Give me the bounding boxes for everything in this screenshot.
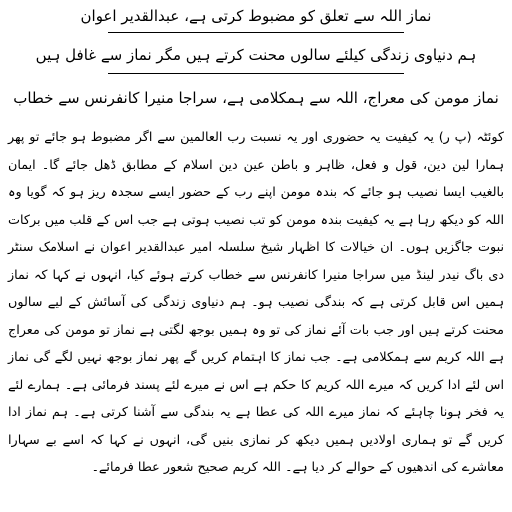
article-body: کوئٹہ (پ ر) یہ کیفیت یہ حضوری اور یہ نسبت رب العالمین سے اگر مضبوط ہو جائے تو پھر ہمارا لین دین، قول و فعل، ظاہر و باطن عین دین اسلام کے مطابق ڈھل جائے گا۔ ایمان بالغیب ایسا نصیب ہو جائے کہ بندہ مومن اپنے رب کے حضور ایسے سجدہ ریز ہو کہ گویا وہ اللہ کو دیکھ رہا ہے یہ کیفیت بندہ مومن کو تب نصیب ہوتی ہے جب اس کے قلب میں برکات نبوت جاگزیں ہوں۔ ان خیالات کا اظہار شیخ سلسلہ امیر عبدالقدیر اعوان نے اسلامک سنٹر دی باگ نیدر لینڈ میں سراجا منیرا کانفرنس سے خطاب کرتے ہوئے کیا، انہوں نے کہا کہ نماز ہمیں اس قابل کرتی ہے کہ بندگی نصیب ہو۔ ہم دنیاوی زندگی کی آسائش کے لیے سالوں محنت کرتے ہیں اور جب بات آئے نماز کی تو وہ ہمیں بوجھ لگتی ہے نماز تو مومن کی معراج ہے اللہ کریم سے ہمکلامی ہے۔ جب نماز کا اہتمام کریں گے پھر نماز بوجھ نہیں لگے گی نماز اس لئے ادا کریں کہ میرے اللہ کریم کا حکم ہے اس نے میرے لئے پسند فرمائی ہے۔ ہمارے لئے یہ فخر ہونا چاہئے کہ نماز میرے اللہ کی عطا ہے یہ بندگی سے آشنا کرتی ہے۔ ہم نماز ادا کریں گے تو ہماری اولادیں ہمیں دیکھ کر نمازی بنیں گی، انہوں نے کہا کہ اسے بے سہارا معاشرے کی اندھیوں کے حوالے کر دیا ہے۔ اللہ کریم صحیح شعور عطا فرمائے۔ [8, 130, 504, 475]
headline-divider [108, 73, 404, 74]
headline-secondary: ہم دنیاوی زندگی کیلئے سالوں محنت کرتے ہیں مگر نماز سے غافل ہیں [35, 46, 477, 64]
headline-primary: نماز اللہ سے تعلق کو مضبوط کرتی ہے، عبدالقدیر اعوان [80, 7, 432, 25]
headline-divider [108, 32, 404, 33]
headline-tertiary: نماز مومن کی معراج، اللہ سے ہمکلامی ہے، سراجا منیرا کانفرنس سے خطاب [13, 89, 499, 107]
